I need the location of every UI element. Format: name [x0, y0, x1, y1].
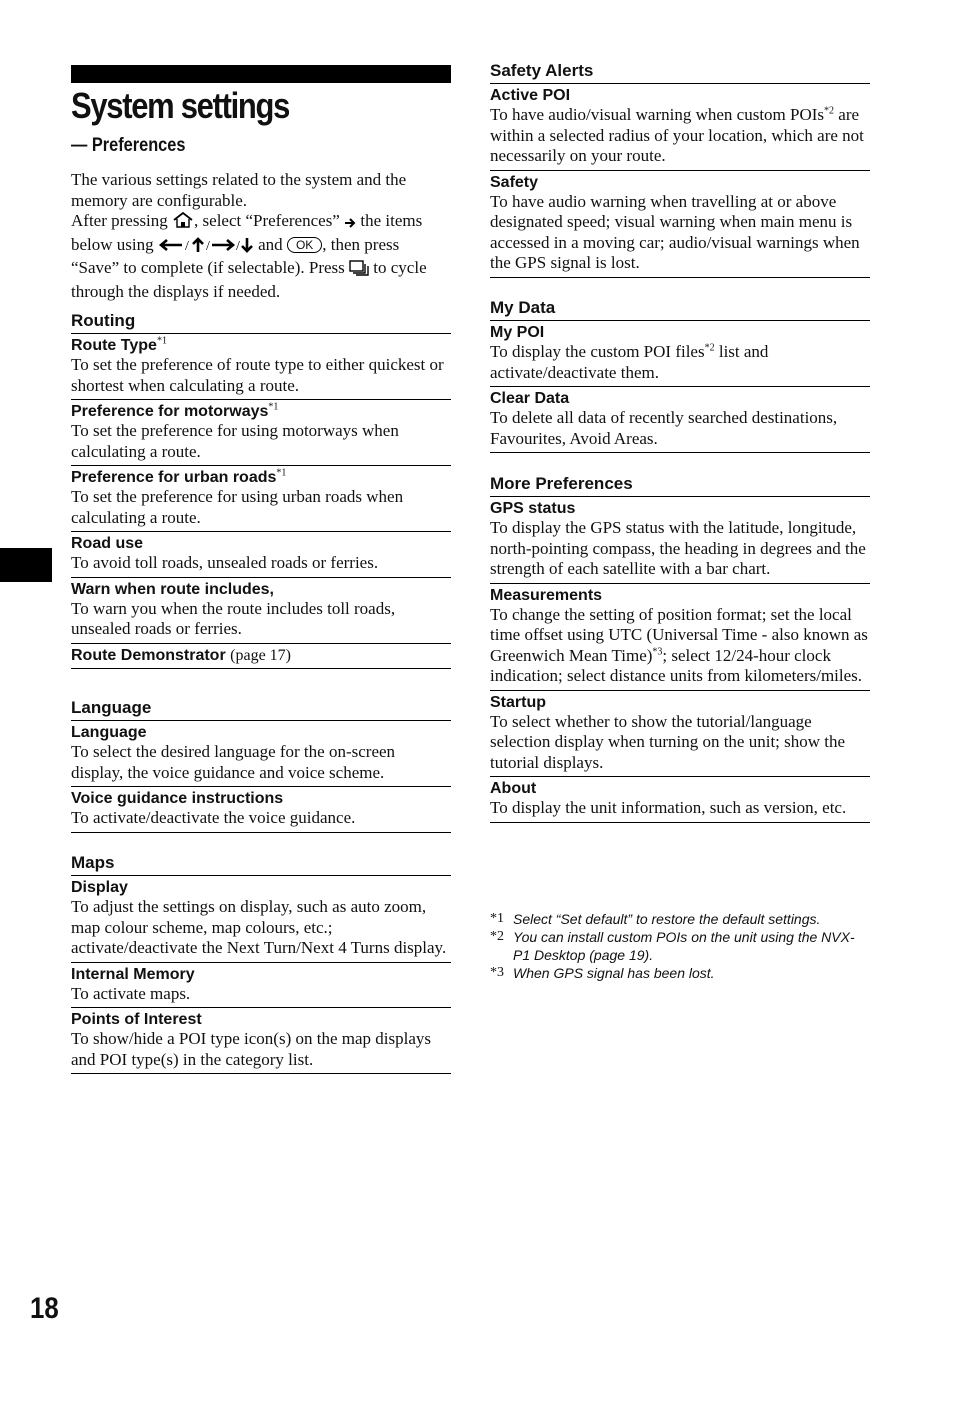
setting-title: Route Type$^{*1}$: [71, 335, 167, 354]
svg-text:/: /: [235, 238, 240, 253]
setting-item: [490, 387, 870, 453]
display-cycle-icon: [349, 260, 369, 282]
setting-item: [490, 497, 870, 584]
setting-item: [71, 963, 451, 1009]
setting-item: [71, 466, 451, 532]
setting-item: [490, 777, 870, 823]
setting-item: [490, 171, 870, 278]
language-section: [71, 697, 451, 833]
footnote: *3 When GPS signal has been lost.: [490, 965, 715, 981]
setting-description: To activate maps.: [71, 983, 191, 1003]
setting-description: To have audio/visual warning when custom POIs$^{*2}$ are within a selected radius of your location, which are not necessarily on your route.: [490, 105, 864, 165]
setting-title: Voice guidance instructions: [71, 790, 284, 807]
setting-title: Safety: [490, 173, 539, 191]
setting-item: [71, 532, 451, 578]
setting-item: [71, 787, 451, 833]
setting-description: To select the desired language for the on-screen display, the voice guidance and voice scheme.: [71, 742, 396, 782]
page-title: System settings: [71, 85, 290, 126]
setting-description: To display the custom POI files$^{*2}$ list and activate/deactivate them.: [490, 342, 769, 382]
routing-section: [71, 310, 451, 669]
setting-description: To show/hide a POI type icon(s) on the map displays and POI type(s) in the category list.: [71, 1029, 432, 1069]
setting-description: To display the GPS status with the latitude, longitude, north-pointing compass, the heading in degrees and the strength of each satellite with a bar chart.: [490, 518, 866, 578]
setting-title: Clear Data: [490, 390, 570, 407]
chapter-tab: [0, 548, 52, 582]
intro-text: [71, 170, 451, 302]
setting-description: To change the setting of position format; set the local time offset using UTC (Universal Time - also known as Greenwich Mean Time)$^{*3}$; select 12/24-hour clock indication; select distance units from kilometers/miles.: [490, 604, 868, 685]
home-icon: [172, 211, 194, 235]
maps-section: [71, 852, 451, 1074]
setting-item: [71, 1008, 451, 1074]
intro-text-c: the items below using: [71, 211, 423, 254]
intro-paragraph-1: The various settings related to the system and the memory are configurable.: [71, 170, 407, 210]
setting-title: Startup: [490, 693, 546, 711]
setting-item: [71, 578, 451, 644]
ok-button-glyph: OK: [287, 237, 322, 253]
setting-description: To delete all data of recently searched destinations, Favourites, Avoid Areas.: [490, 408, 838, 448]
footnotes: [490, 910, 870, 982]
setting-item: [71, 400, 451, 466]
setting-title: Preference for urban roads$^{*1}$: [71, 467, 287, 486]
setting-description: To avoid toll roads, unsealed roads or ferries.: [71, 553, 379, 572]
setting-item: [490, 84, 870, 171]
intro-text-a: After pressing: [71, 211, 168, 230]
setting-title: Language: [71, 724, 147, 741]
setting-title: Measurements: [490, 586, 603, 604]
setting-item: [71, 334, 451, 400]
section-title: Safety Alerts: [490, 60, 870, 84]
setting-item: [490, 584, 870, 691]
setting-title: Road use: [71, 535, 144, 552]
section-title: Maps: [71, 852, 451, 876]
setting-description: To select whether to show the tutorial/language selection display when turning on the unit; show the tutorial displays.: [490, 711, 846, 772]
page-number: 18: [30, 1292, 59, 1325]
setting-title: Internal Memory: [71, 965, 195, 983]
setting-item: [71, 876, 451, 963]
setting-description: To set the preference for using urban roads when calculating a route.: [71, 487, 404, 527]
setting-title: Active POI: [490, 87, 571, 104]
setting-title: About: [490, 780, 537, 797]
setting-item: [71, 721, 451, 787]
title-bar: [71, 65, 451, 83]
arrow-right-icon: [344, 214, 356, 235]
setting-item: [490, 321, 870, 387]
setting-title: Preference for motorways$^{*1}$: [71, 401, 279, 420]
page-subtitle: — Preferences: [71, 135, 186, 156]
setting-description: To set the preference of route type to either quickest or shortest when calculating a route.: [71, 355, 444, 395]
direction-arrows-icon: [158, 237, 254, 259]
setting-description: To activate/deactivate the voice guidance.: [71, 808, 356, 827]
setting-title: My POI: [490, 324, 545, 341]
setting-description: To warn you when the route includes toll roads, unsealed roads or ferries.: [71, 598, 396, 638]
section-title: More Preferences: [490, 473, 870, 497]
setting-description: To display the unit information, such as version, etc.: [490, 798, 847, 817]
safety-alerts-section: [490, 60, 870, 278]
setting-title: GPS status: [490, 500, 576, 517]
more-preferences-section: [490, 473, 870, 823]
setting-title: Display: [71, 879, 128, 896]
setting-description: To set the preference for using motorways when calculating a route.: [71, 421, 399, 461]
setting-description: To adjust the settings on display, such as auto zoom, map colour scheme, map colours, etc.; activate/deactivate the Next Turn/Next 4 Turns display.: [71, 897, 447, 957]
setting-title: Warn when route includes,: [71, 580, 274, 598]
footnote: *1 Select “Set default” to restore the default settings.: [490, 911, 821, 927]
setting-description: To have audio warning when travelling at or above designated speed; visual warning when main menu is accessed in a moving car; audio/visual warnings when the GPS signal is lost.: [490, 191, 860, 272]
setting-item: [71, 644, 451, 669]
setting-item: [490, 691, 870, 778]
setting-title: Route Demonstrator (page 17): [71, 646, 291, 664]
my-data-section: [490, 297, 870, 453]
svg-text:/: /: [205, 238, 210, 253]
section-title: Language: [71, 697, 451, 721]
intro-and: and: [258, 234, 283, 254]
intro-text-e: to cycle through the displays if needed.: [71, 258, 427, 301]
setting-title: Points of Interest: [71, 1011, 202, 1028]
intro-text-b: , select “Preferences”: [194, 211, 340, 230]
page-reference: (page 17): [230, 646, 291, 664]
footnote: *2 You can install custom POIs on the unit using the NVX-P1 Desktop (page 19).: [490, 929, 855, 963]
section-title: My Data: [490, 297, 870, 321]
svg-text:/: /: [184, 238, 189, 253]
intro-paragraph-2: [71, 211, 451, 302]
intro-text-d: , then press “Save” to complete (if selectable). Press: [71, 234, 400, 277]
section-title: Routing: [71, 310, 451, 334]
